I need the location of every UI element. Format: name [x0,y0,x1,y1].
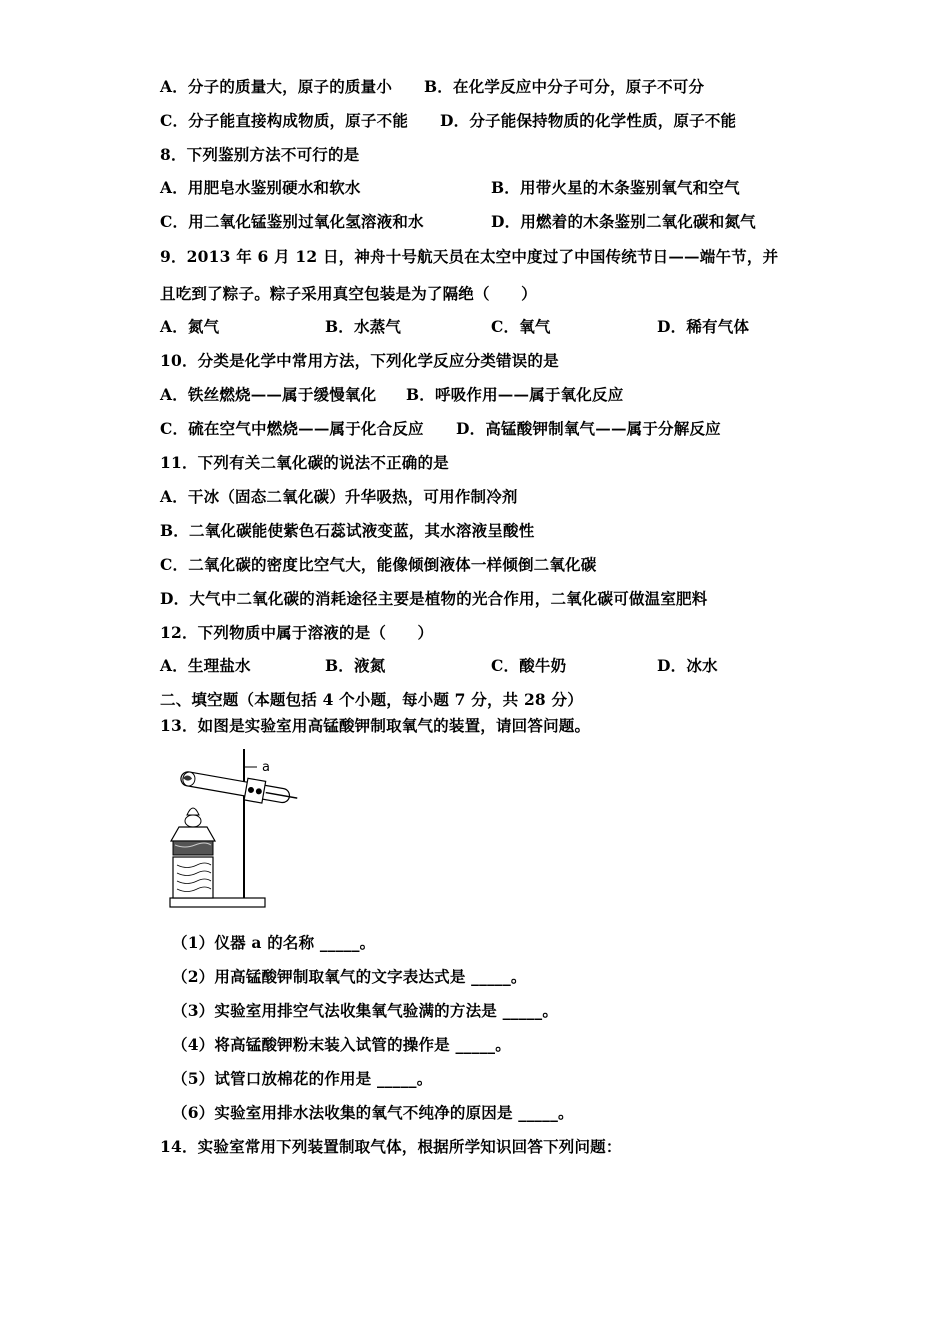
q14-stem: 14．实验室常用下列装置制取气体，根据所学知识回答下列问题： [160,1137,622,1156]
q12-option-b: B．液氮 [325,656,386,675]
q12-stem: 12．下列物质中属于溶液的是（ ） [160,623,434,642]
q11-option-c: C．二氧化碳的密度比空气大，能像倾倒液体一样倾倒二氧化碳 [160,555,597,574]
apparatus-figure [165,745,305,913]
section-heading: 二、填空题（本题包括 4 个小题，每小题 7 分，共 28 分） [160,690,583,709]
q7-option-b: B．在化学反应中分子可分，原子不可分 [424,77,705,96]
q13-stem: 13．如图是实验室用高锰酸钾制取氧气的装置，请回答问题。 [160,716,591,735]
q7-option-d: D．分子能保持物质的化学性质，原子不能 [440,111,737,130]
q7-option-a: A．分子的质量大，原子的质量小 [160,77,393,96]
q13-part-3: （3）实验室用排空气法收集氧气验满的方法是 _____。 [172,1001,559,1020]
q13-part-2: （2）用高锰酸钾制取氧气的文字表达式是 _____。 [172,967,527,986]
q12-option-a: A．生理盐水 [160,656,251,675]
q9-option-c: C．氧气 [491,317,551,336]
q13-part-4: （4）将高锰酸钾粉末装入试管的操作是 _____。 [172,1035,511,1054]
q9-option-b: B．水蒸气 [325,317,402,336]
q9-stem-line2: 且吃到了粽子。粽子采用真空包装是为了隔绝（ ） [160,284,537,303]
q11-option-b: B．二氧化碳能使紫色石蕊试液变蓝，其水溶液呈酸性 [160,521,535,540]
q12-option-c: C．酸牛奶 [491,656,567,675]
q13-part-6: （6）实验室用排水法收集的氧气不纯净的原因是 _____。 [172,1103,574,1122]
q10-option-a: A．铁丝燃烧——属于缓慢氧化 [160,385,377,404]
q13-part-5: （5）试管口放棉花的作用是 _____。 [172,1069,433,1088]
q7-option-c: C．分子能直接构成物质，原子不能 [160,111,409,130]
q9-option-d: D．稀有气体 [657,317,750,336]
q10-option-d: D．高锰酸钾制氧气——属于分解反应 [456,419,721,438]
q8-stem: 8．下列鉴别方法不可行的是 [160,145,360,164]
q8-option-c: C．用二氧化锰鉴别过氧化氢溶液和水 [160,212,424,231]
q11-option-a: A．干冰（固态二氧化碳）升华吸热，可用作制冷剂 [160,487,518,506]
q8-option-d: D．用燃着的木条鉴别二氧化碳和氮气 [491,212,756,231]
q10-option-b: B．呼吸作用——属于氧化反应 [406,385,624,404]
q8-option-b: B．用带火星的木条鉴别氧气和空气 [491,178,740,197]
figure-label-a: a [262,760,270,775]
q11-stem: 11．下列有关二氧化碳的说法不正确的是 [160,453,449,472]
q9-stem-line1: 9．2013 年 6 月 12 日，神舟十号航天员在太空中度过了中国传统节日——端午节，并 [160,247,779,266]
q8-option-a: A．用肥皂水鉴别硬水和软水 [160,178,361,197]
q12-option-d: D．冰水 [657,656,718,675]
q10-stem: 10．分类是化学中常用方法，下列化学反应分类错误的是 [160,351,559,370]
q9-option-a: A．氮气 [160,317,220,336]
q11-option-d: D．大气中二氧化碳的消耗途径主要是植物的光合作用，二氧化碳可做温室肥料 [160,589,708,608]
q13-part-1: （1）仪器 a 的名称 _____。 [172,933,376,952]
q10-option-c: C．硫在空气中燃烧——属于化合反应 [160,419,424,438]
